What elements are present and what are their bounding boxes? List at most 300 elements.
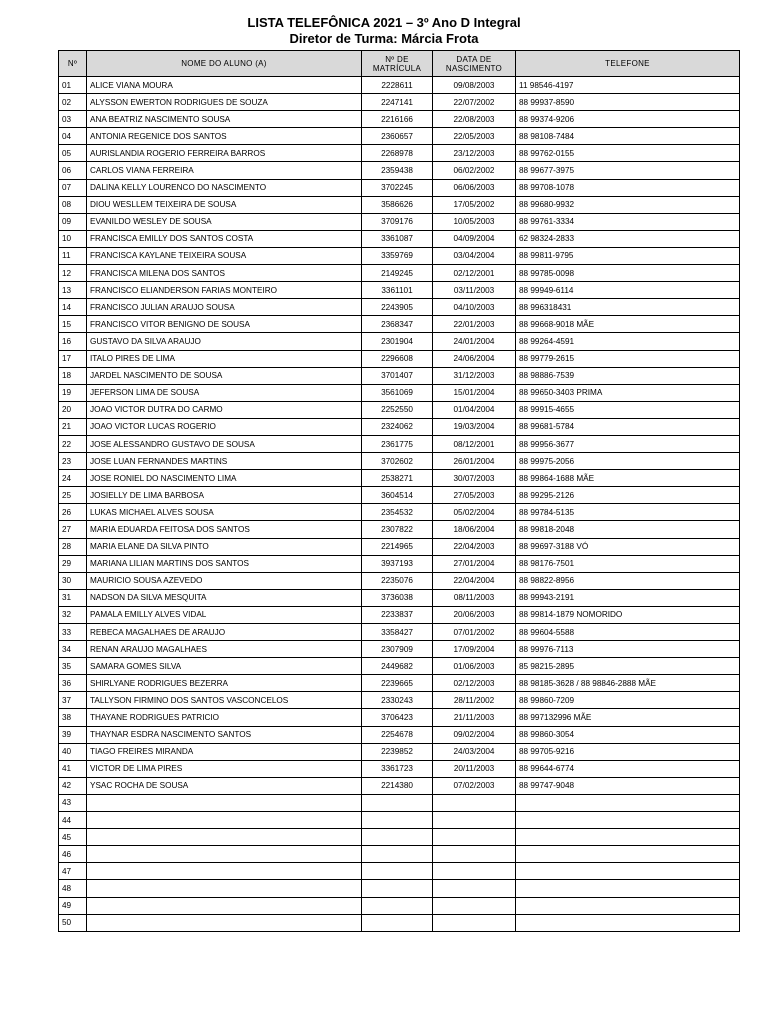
cell-matricula: 2449682 — [362, 658, 433, 675]
cell-matricula: 2235076 — [362, 572, 433, 589]
table-row — [59, 145, 740, 162]
col-header-birth-date — [433, 51, 516, 77]
cell-matricula: 2354532 — [362, 504, 433, 521]
cell-student-name: GUSTAVO DA SILVA ARAUJO — [87, 333, 362, 350]
table-row — [59, 401, 740, 418]
cell-matricula: 2268978 — [362, 145, 433, 162]
cell-student-name: DALINA KELLY LOURENCO DO NASCIMENTO — [87, 179, 362, 196]
cell-matricula: 2324062 — [362, 418, 433, 435]
cell-number: 30 — [59, 572, 87, 589]
cell-birth-date — [433, 829, 516, 846]
cell-phone: 88 99860-3054 — [516, 726, 740, 743]
table-row — [59, 829, 740, 846]
cell-matricula: 3604514 — [362, 487, 433, 504]
cell-phone: 88 99705-9216 — [516, 743, 740, 760]
cell-phone: 88 99264-4591 — [516, 333, 740, 350]
cell-phone: 88 99779-2615 — [516, 350, 740, 367]
cell-student-name: SHIRLYANE RODRIGUES BEZERRA — [87, 675, 362, 692]
cell-number: 41 — [59, 760, 87, 777]
cell-phone: 88 98822-8956 — [516, 572, 740, 589]
cell-student-name: JOSE LUAN FERNANDES MARTINS — [87, 453, 362, 470]
cell-birth-date: 20/11/2003 — [433, 760, 516, 777]
table-row — [59, 709, 740, 726]
cell-student-name: LUKAS MICHAEL ALVES SOUSA — [87, 504, 362, 521]
cell-phone — [516, 914, 740, 931]
cell-matricula: 3702602 — [362, 453, 433, 470]
cell-birth-date: 26/01/2004 — [433, 453, 516, 470]
cell-number: 28 — [59, 538, 87, 555]
cell-birth-date: 01/04/2004 — [433, 401, 516, 418]
cell-number: 15 — [59, 316, 87, 333]
cell-phone: 88 99864-1688 MÃE — [516, 470, 740, 487]
table-row — [59, 111, 740, 128]
table-row — [59, 213, 740, 230]
cell-student-name — [87, 880, 362, 897]
cell-birth-date — [433, 880, 516, 897]
table-row — [59, 846, 740, 863]
cell-matricula: 3937193 — [362, 555, 433, 572]
table-row — [59, 504, 740, 521]
table-row — [59, 77, 740, 94]
cell-student-name: FRANCISCA MILENA DOS SANTOS — [87, 265, 362, 282]
table-row — [59, 589, 740, 606]
cell-student-name: FRANCISCA KAYLANE TEIXEIRA SOUSA — [87, 247, 362, 264]
cell-phone — [516, 812, 740, 829]
cell-birth-date — [433, 794, 516, 811]
cell-phone: 88 99708-1078 — [516, 179, 740, 196]
cell-number: 13 — [59, 282, 87, 299]
cell-phone: 88 99937-8590 — [516, 94, 740, 111]
cell-number: 23 — [59, 453, 87, 470]
cell-birth-date: 22/01/2003 — [433, 316, 516, 333]
cell-number: 12 — [59, 265, 87, 282]
cell-number: 06 — [59, 162, 87, 179]
table-row — [59, 367, 740, 384]
cell-birth-date: 03/04/2004 — [433, 247, 516, 264]
cell-phone — [516, 846, 740, 863]
cell-birth-date: 01/06/2003 — [433, 658, 516, 675]
cell-matricula: 2330243 — [362, 692, 433, 709]
cell-birth-date: 22/04/2003 — [433, 538, 516, 555]
cell-number: 50 — [59, 914, 87, 931]
cell-matricula — [362, 897, 433, 914]
cell-number: 39 — [59, 726, 87, 743]
cell-matricula: 3736038 — [362, 589, 433, 606]
cell-matricula: 2233837 — [362, 606, 433, 623]
cell-number: 35 — [59, 658, 87, 675]
table-row — [59, 658, 740, 675]
cell-phone: 88 99374-9206 — [516, 111, 740, 128]
col-header-birth-date-text: DATA DE NASCIMENTO — [445, 54, 503, 73]
cell-number: 11 — [59, 247, 87, 264]
cell-phone: 88 99975-2056 — [516, 453, 740, 470]
cell-phone: 88 98886-7539 — [516, 367, 740, 384]
cell-student-name: DIOU WESLLEM TEIXEIRA DE SOUSA — [87, 196, 362, 213]
cell-student-name: ITALO PIRES DE LIMA — [87, 350, 362, 367]
cell-phone: 88 99761-3334 — [516, 213, 740, 230]
col-header-matricula-text: Nº DE MATRÍCULA — [372, 54, 422, 73]
cell-phone: 11 98546-4197 — [516, 77, 740, 94]
cell-number: 43 — [59, 794, 87, 811]
cell-matricula: 2307909 — [362, 641, 433, 658]
cell-student-name — [87, 914, 362, 931]
cell-matricula: 2214965 — [362, 538, 433, 555]
cell-birth-date: 23/12/2003 — [433, 145, 516, 162]
cell-student-name: JOAO VICTOR LUCAS ROGERIO — [87, 418, 362, 435]
cell-birth-date: 20/06/2003 — [433, 606, 516, 623]
table-row — [59, 692, 740, 709]
cell-birth-date: 02/12/2001 — [433, 265, 516, 282]
cell-phone: 88 99976-7113 — [516, 641, 740, 658]
cell-birth-date: 22/04/2004 — [433, 572, 516, 589]
table-row — [59, 470, 740, 487]
cell-phone: 88 99811-9795 — [516, 247, 740, 264]
cell-matricula: 3361087 — [362, 230, 433, 247]
cell-number: 03 — [59, 111, 87, 128]
cell-student-name: TALLYSON FIRMINO DOS SANTOS VASCONCELOS — [87, 692, 362, 709]
phone-list-table — [58, 50, 740, 932]
cell-student-name: FRANCISCA EMILLY DOS SANTOS COSTA — [87, 230, 362, 247]
cell-birth-date: 21/11/2003 — [433, 709, 516, 726]
cell-matricula — [362, 794, 433, 811]
cell-student-name: MARIA EDUARDA FEITOSA DOS SANTOS — [87, 521, 362, 538]
cell-number: 22 — [59, 435, 87, 452]
table-row — [59, 333, 740, 350]
cell-number: 48 — [59, 880, 87, 897]
cell-number: 14 — [59, 299, 87, 316]
cell-matricula: 2301904 — [362, 333, 433, 350]
cell-student-name: ALYSSON EWERTON RODRIGUES DE SOUZA — [87, 94, 362, 111]
table-row — [59, 179, 740, 196]
cell-phone: 88 99785-0098 — [516, 265, 740, 282]
cell-phone: 88 99650-3403 PRIMA — [516, 384, 740, 401]
cell-matricula: 3361723 — [362, 760, 433, 777]
table-row — [59, 453, 740, 470]
cell-number: 46 — [59, 846, 87, 863]
cell-matricula — [362, 812, 433, 829]
cell-student-name: AURISLANDIA ROGERIO FERREIRA BARROS — [87, 145, 362, 162]
cell-student-name: ANA BEATRIZ NASCIMENTO SOUSA — [87, 111, 362, 128]
cell-number: 29 — [59, 555, 87, 572]
table-row — [59, 624, 740, 641]
cell-phone: 88 99915-4655 — [516, 401, 740, 418]
cell-student-name: EVANILDO WESLEY DE SOUSA — [87, 213, 362, 230]
table-row — [59, 880, 740, 897]
cell-student-name: TIAGO FREIRES MIRANDA — [87, 743, 362, 760]
cell-phone: 88 99818-2048 — [516, 521, 740, 538]
cell-number: 45 — [59, 829, 87, 846]
table-row — [59, 538, 740, 555]
cell-matricula: 2368347 — [362, 316, 433, 333]
cell-matricula: 3709176 — [362, 213, 433, 230]
title-line-2: Diretor de Turma: Márcia Frota — [289, 31, 479, 46]
cell-matricula: 3358427 — [362, 624, 433, 641]
cell-birth-date: 15/01/2004 — [433, 384, 516, 401]
cell-birth-date: 09/08/2003 — [433, 77, 516, 94]
cell-phone: 88 99668-9018 MÃE — [516, 316, 740, 333]
cell-number: 34 — [59, 641, 87, 658]
cell-student-name: CARLOS VIANA FERREIRA — [87, 162, 362, 179]
cell-birth-date: 07/01/2002 — [433, 624, 516, 641]
cell-phone: 88 99681-5784 — [516, 418, 740, 435]
cell-number: 08 — [59, 196, 87, 213]
table-row — [59, 794, 740, 811]
table-row — [59, 487, 740, 504]
cell-phone: 88 997132996 MÃE — [516, 709, 740, 726]
table-row — [59, 94, 740, 111]
cell-phone: 88 99644-6774 — [516, 760, 740, 777]
cell-birth-date: 17/05/2002 — [433, 196, 516, 213]
cell-matricula: 2538271 — [362, 470, 433, 487]
cell-number: 21 — [59, 418, 87, 435]
col-header-number: Nº — [59, 51, 87, 77]
cell-matricula: 2296608 — [362, 350, 433, 367]
cell-number: 07 — [59, 179, 87, 196]
table-row — [59, 196, 740, 213]
table-row — [59, 435, 740, 452]
cell-number: 36 — [59, 675, 87, 692]
cell-birth-date: 24/03/2004 — [433, 743, 516, 760]
cell-birth-date: 30/07/2003 — [433, 470, 516, 487]
cell-number: 26 — [59, 504, 87, 521]
cell-birth-date: 18/06/2004 — [433, 521, 516, 538]
cell-matricula: 3359769 — [362, 247, 433, 264]
cell-birth-date: 22/05/2003 — [433, 128, 516, 145]
cell-student-name: MAURICIO SOUSA AZEVEDO — [87, 572, 362, 589]
table-row — [59, 230, 740, 247]
cell-number: 47 — [59, 863, 87, 880]
cell-birth-date: 02/12/2003 — [433, 675, 516, 692]
cell-matricula: 2307822 — [362, 521, 433, 538]
cell-matricula: 2252550 — [362, 401, 433, 418]
cell-birth-date: 19/03/2004 — [433, 418, 516, 435]
cell-student-name: JOAO VICTOR DUTRA DO CARMO — [87, 401, 362, 418]
table-header — [59, 51, 740, 77]
cell-student-name: VICTOR DE LIMA PIRES — [87, 760, 362, 777]
cell-student-name: YSAC ROCHA DE SOUSA — [87, 777, 362, 794]
cell-number: 31 — [59, 589, 87, 606]
cell-matricula: 2247141 — [362, 94, 433, 111]
cell-phone: 62 98324-2833 — [516, 230, 740, 247]
cell-number: 37 — [59, 692, 87, 709]
cell-matricula: 2254678 — [362, 726, 433, 743]
cell-phone: 88 99814-1879 NOMORIDO — [516, 606, 740, 623]
cell-phone: 88 99762-0155 — [516, 145, 740, 162]
cell-number: 04 — [59, 128, 87, 145]
cell-number: 16 — [59, 333, 87, 350]
cell-student-name: NADSON DA SILVA MESQUITA — [87, 589, 362, 606]
cell-matricula: 2216166 — [362, 111, 433, 128]
cell-number: 27 — [59, 521, 87, 538]
cell-student-name: SAMARA GOMES SILVA — [87, 658, 362, 675]
cell-student-name: MARIANA LILIAN MARTINS DOS SANTOS — [87, 555, 362, 572]
cell-phone: 88 99943-2191 — [516, 589, 740, 606]
cell-number: 09 — [59, 213, 87, 230]
cell-matricula: 2239665 — [362, 675, 433, 692]
cell-number: 10 — [59, 230, 87, 247]
cell-matricula: 2239852 — [362, 743, 433, 760]
col-header-matricula — [362, 51, 433, 77]
cell-birth-date: 10/05/2003 — [433, 213, 516, 230]
cell-phone: 88 996318431 — [516, 299, 740, 316]
cell-student-name: JEFERSON LIMA DE SOUSA — [87, 384, 362, 401]
table-row — [59, 282, 740, 299]
cell-birth-date: 05/02/2004 — [433, 504, 516, 521]
cell-student-name — [87, 863, 362, 880]
cell-student-name: JOSE RONIEL DO NASCIMENTO LIMA — [87, 470, 362, 487]
cell-number: 32 — [59, 606, 87, 623]
table-body — [59, 77, 740, 932]
table-row — [59, 572, 740, 589]
cell-matricula: 2228611 — [362, 77, 433, 94]
cell-matricula: 2214380 — [362, 777, 433, 794]
cell-student-name: ALICE VIANA MOURA — [87, 77, 362, 94]
cell-student-name: REBECA MAGALHAES DE ARAUJO — [87, 624, 362, 641]
cell-birth-date: 27/01/2004 — [433, 555, 516, 572]
table-row — [59, 914, 740, 931]
cell-number: 33 — [59, 624, 87, 641]
table-row — [59, 521, 740, 538]
cell-birth-date: 31/12/2003 — [433, 367, 516, 384]
table-row — [59, 641, 740, 658]
cell-student-name — [87, 812, 362, 829]
cell-student-name: FRANCISCO JULIAN ARAUJO SOUSA — [87, 299, 362, 316]
table-row — [59, 265, 740, 282]
cell-phone: 88 98185-3628 / 88 98846-2888 MÃE — [516, 675, 740, 692]
cell-number: 19 — [59, 384, 87, 401]
cell-student-name — [87, 897, 362, 914]
cell-birth-date: 22/08/2003 — [433, 111, 516, 128]
cell-number: 25 — [59, 487, 87, 504]
cell-phone: 88 98176-7501 — [516, 555, 740, 572]
table-row — [59, 675, 740, 692]
cell-birth-date: 28/11/2002 — [433, 692, 516, 709]
cell-phone: 85 98215-2895 — [516, 658, 740, 675]
cell-phone — [516, 829, 740, 846]
table-row — [59, 726, 740, 743]
cell-phone: 88 99697-3188 VÓ — [516, 538, 740, 555]
cell-number: 01 — [59, 77, 87, 94]
cell-matricula: 2360657 — [362, 128, 433, 145]
cell-phone — [516, 863, 740, 880]
cell-student-name: PAMALA EMILLY ALVES VIDAL — [87, 606, 362, 623]
cell-number: 44 — [59, 812, 87, 829]
cell-birth-date: 17/09/2004 — [433, 641, 516, 658]
cell-student-name — [87, 829, 362, 846]
cell-matricula — [362, 914, 433, 931]
cell-student-name — [87, 846, 362, 863]
cell-matricula: 2149245 — [362, 265, 433, 282]
cell-phone: 88 99784-5135 — [516, 504, 740, 521]
cell-student-name: MARIA ELANE DA SILVA PINTO — [87, 538, 362, 555]
cell-number: 20 — [59, 401, 87, 418]
cell-student-name — [87, 794, 362, 811]
cell-birth-date: 09/02/2004 — [433, 726, 516, 743]
cell-student-name: JOSIELLY DE LIMA BARBOSA — [87, 487, 362, 504]
cell-student-name: RENAN ARAUJO MAGALHAES — [87, 641, 362, 658]
table-row — [59, 128, 740, 145]
cell-phone: 88 99604-5588 — [516, 624, 740, 641]
cell-number: 40 — [59, 743, 87, 760]
table-row — [59, 418, 740, 435]
table-row — [59, 162, 740, 179]
cell-number: 24 — [59, 470, 87, 487]
table-row — [59, 743, 740, 760]
cell-phone: 88 99747-9048 — [516, 777, 740, 794]
cell-birth-date — [433, 863, 516, 880]
cell-birth-date: 08/11/2003 — [433, 589, 516, 606]
cell-birth-date: 27/05/2003 — [433, 487, 516, 504]
cell-matricula: 3361101 — [362, 282, 433, 299]
cell-birth-date — [433, 846, 516, 863]
header-row — [59, 51, 740, 77]
col-header-phone: TELEFONE — [516, 51, 740, 77]
cell-birth-date — [433, 812, 516, 829]
cell-number: 05 — [59, 145, 87, 162]
cell-birth-date: 08/12/2001 — [433, 435, 516, 452]
cell-birth-date: 04/10/2003 — [433, 299, 516, 316]
cell-birth-date: 04/09/2004 — [433, 230, 516, 247]
cell-phone: 88 99677-3975 — [516, 162, 740, 179]
table-row — [59, 299, 740, 316]
cell-birth-date: 06/06/2003 — [433, 179, 516, 196]
cell-student-name: ANTONIA REGENICE DOS SANTOS — [87, 128, 362, 145]
table-row — [59, 777, 740, 794]
cell-phone: 88 99860-7209 — [516, 692, 740, 709]
cell-matricula — [362, 846, 433, 863]
cell-number: 42 — [59, 777, 87, 794]
cell-number: 02 — [59, 94, 87, 111]
cell-birth-date — [433, 897, 516, 914]
cell-phone: 88 99949-6114 — [516, 282, 740, 299]
cell-matricula: 2243905 — [362, 299, 433, 316]
cell-number: 38 — [59, 709, 87, 726]
cell-birth-date — [433, 914, 516, 931]
cell-matricula — [362, 829, 433, 846]
col-header-student-name: NOME DO ALUNO (A) — [87, 51, 362, 77]
cell-phone — [516, 794, 740, 811]
cell-birth-date: 22/07/2002 — [433, 94, 516, 111]
cell-birth-date: 03/11/2003 — [433, 282, 516, 299]
table-row — [59, 606, 740, 623]
cell-student-name: JARDEL NASCIMENTO DE SOUSA — [87, 367, 362, 384]
table-row — [59, 316, 740, 333]
cell-phone: 88 98108-7484 — [516, 128, 740, 145]
table-row — [59, 350, 740, 367]
cell-student-name: FRANCISCO ELIANDERSON FARIAS MONTEIRO — [87, 282, 362, 299]
title-line-1: LISTA TELEFÔNICA 2021 – 3º Ano D Integral — [247, 15, 521, 30]
table-row — [59, 863, 740, 880]
cell-phone — [516, 880, 740, 897]
cell-number: 18 — [59, 367, 87, 384]
cell-student-name: FRANCISCO VITOR BENIGNO DE SOUSA — [87, 316, 362, 333]
cell-student-name: JOSE ALESSANDRO GUSTAVO DE SOUSA — [87, 435, 362, 452]
table-row — [59, 555, 740, 572]
cell-matricula: 3586626 — [362, 196, 433, 213]
table-row — [59, 760, 740, 777]
cell-number: 49 — [59, 897, 87, 914]
cell-phone: 88 99956-3677 — [516, 435, 740, 452]
cell-birth-date: 06/02/2002 — [433, 162, 516, 179]
cell-matricula: 3561069 — [362, 384, 433, 401]
cell-matricula — [362, 880, 433, 897]
table-row — [59, 812, 740, 829]
cell-birth-date: 07/02/2003 — [433, 777, 516, 794]
cell-student-name: THAYNAR ESDRA NASCIMENTO SANTOS — [87, 726, 362, 743]
cell-phone — [516, 897, 740, 914]
cell-matricula — [362, 863, 433, 880]
cell-phone: 88 99295-2126 — [516, 487, 740, 504]
